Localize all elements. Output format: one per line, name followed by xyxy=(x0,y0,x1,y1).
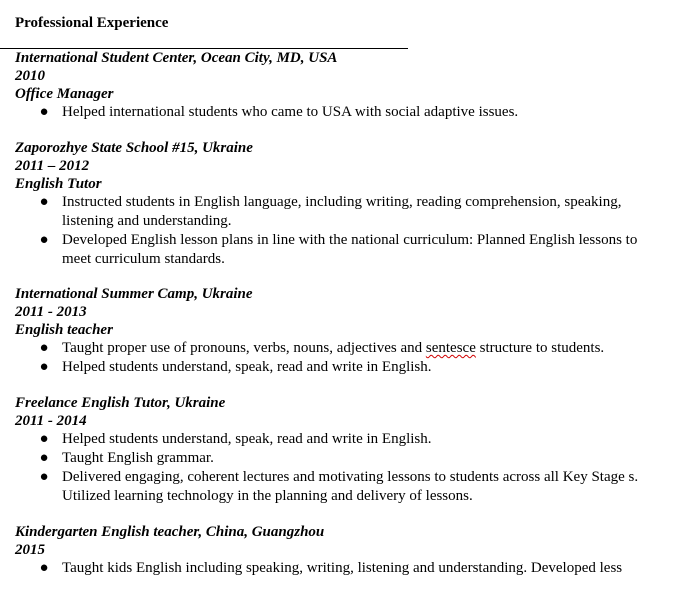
entry-bullet-item xyxy=(15,103,666,122)
entry-organization: Kindergarten English teacher, China, Guangzhou xyxy=(15,524,325,540)
bullet-text: Instructed students in English language, including writing, reading comprehension, speaking, listening and understanding. xyxy=(62,194,622,229)
entry-dates: 2015 xyxy=(15,542,45,558)
experience-entry xyxy=(15,139,675,269)
entry-bullet-item xyxy=(15,430,666,449)
entry-bullet-item xyxy=(15,339,666,358)
bullet-icon: ● xyxy=(39,194,49,210)
entry-bullet-list xyxy=(15,559,675,578)
experience-entry xyxy=(15,49,675,122)
bullet-icon: ● xyxy=(39,340,49,356)
entry-bullet-item xyxy=(15,231,666,269)
entry-organization: International Student Center, Ocean City, MD, USA xyxy=(15,50,338,66)
entry-role: English Tutor xyxy=(15,176,102,192)
entry-organization: Freelance English Tutor, Ukraine xyxy=(15,395,226,411)
bullet-icon: ● xyxy=(39,469,49,485)
entry-bullet-list xyxy=(15,430,675,506)
entry-organization: International Summer Camp, Ukraine xyxy=(15,286,253,302)
entry-dates: 2011 - 2014 xyxy=(15,413,87,429)
entry-bullet-list xyxy=(15,339,675,377)
bullet-icon: ● xyxy=(39,560,49,576)
experience-entry xyxy=(15,394,675,506)
bullet-text: Helped international students who came to USA with social adaptive issues. xyxy=(62,104,519,120)
entry-bullet-list xyxy=(15,193,675,269)
entry-bullet-item xyxy=(15,449,666,468)
bullet-text: Taught English grammar. xyxy=(62,450,214,466)
experience-entry xyxy=(15,285,675,377)
section-title: Professional Experience xyxy=(15,15,169,31)
bullet-text: Taught kids English including speaking, writing, listening and understanding. Developed less xyxy=(62,560,623,576)
entry-role: English teacher xyxy=(15,322,113,338)
bullet-text: Developed English lesson plans in line with the national curriculum: Planned English lessons to meet curriculum standards. xyxy=(62,232,638,267)
entry-role: Office Manager xyxy=(15,86,114,102)
bullet-icon: ● xyxy=(39,232,49,248)
bullet-icon: ● xyxy=(39,450,49,466)
entry-dates: 2011 - 2013 xyxy=(15,304,87,320)
bullet-text: Helped students understand, speak, read and write in English. xyxy=(62,431,432,447)
bullet-icon: ● xyxy=(39,359,49,375)
bullet-text: Delivered engaging, coherent lectures and motivating lessons to students across all Key Stage s. Utilized learning technology in the planning and delivery of lessons. xyxy=(62,469,639,504)
entry-organization: Zaporozhye State School #15, Ukraine xyxy=(15,140,253,156)
entry-dates: 2010 xyxy=(15,68,45,84)
bullet-text-head: Taught proper use of pronouns, verbs, nouns, adjectives and xyxy=(62,340,426,356)
entry-bullet-item xyxy=(15,468,666,506)
entry-bullet-item xyxy=(15,559,675,578)
bullet-text xyxy=(62,340,604,356)
misspelled-word[interactable]: sentesce xyxy=(425,340,476,356)
entry-bullet-list xyxy=(15,103,675,122)
experience-entry xyxy=(15,523,675,578)
entry-bullet-item xyxy=(15,193,666,231)
bullet-text-tail: structure to students. xyxy=(475,340,605,356)
bullet-icon: ● xyxy=(39,431,49,447)
bullet-text: Helped students understand, speak, read and write in English. xyxy=(62,359,432,375)
bullet-icon: ● xyxy=(39,104,49,120)
entry-bullet-item xyxy=(15,358,666,377)
entry-dates: 2011 – 2012 xyxy=(15,158,90,174)
